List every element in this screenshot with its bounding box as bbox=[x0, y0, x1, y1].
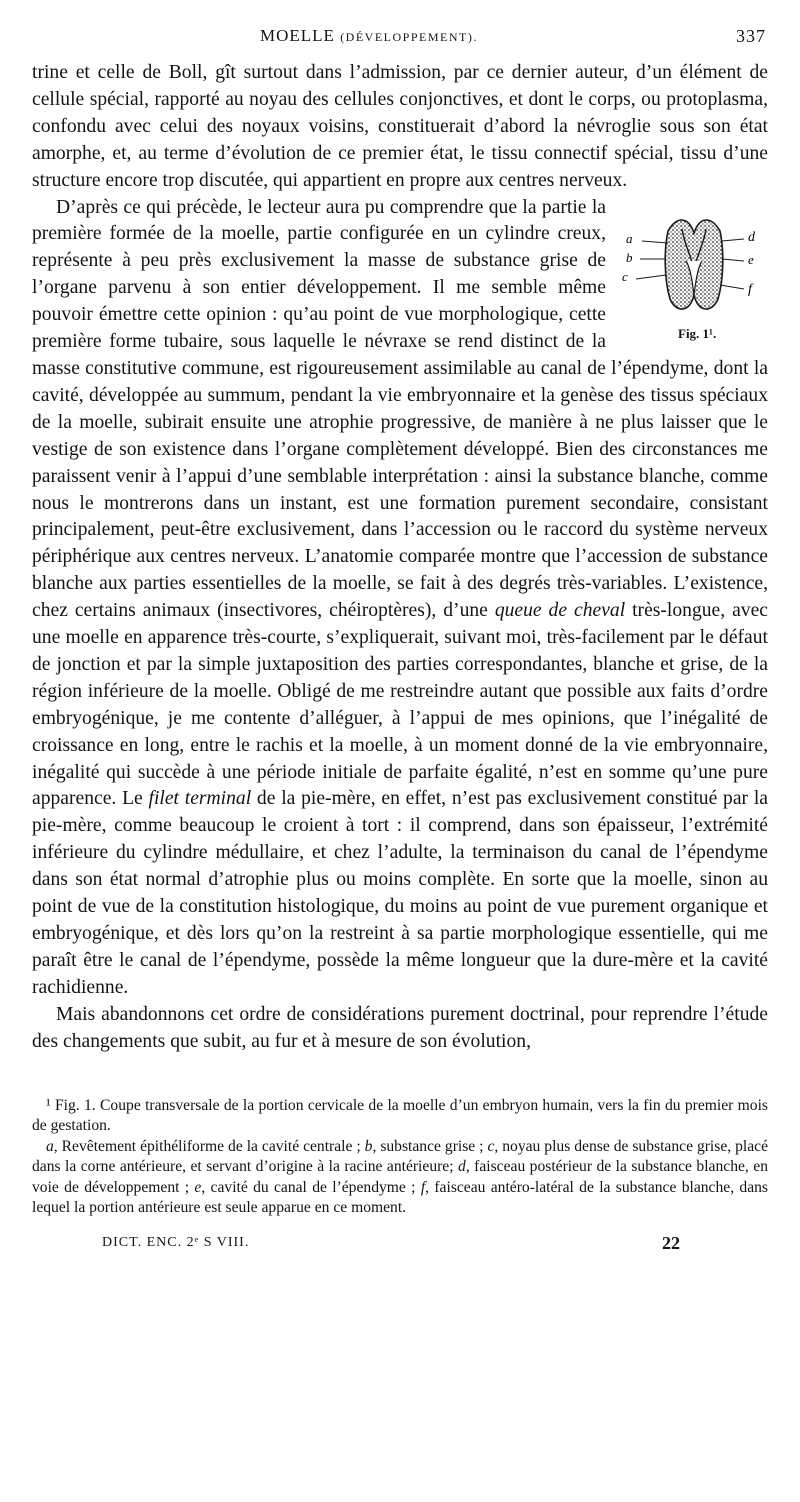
spinal-cord-section-illustration bbox=[620, 209, 768, 319]
running-title bbox=[260, 26, 478, 46]
fig-label-c: c bbox=[622, 268, 628, 284]
legend-letter-e: e bbox=[194, 1178, 202, 1196]
paragraph-1: trine et celle de Boll, gît surtout dans l’admission, par ce dernier auteur, d’un élément de cellule spécial, rapporté au noyau des cellules conjonctives, et dont le corps, ou protoplasma, confondu avec celui des noyaux voisins, constituerait d’abord la névroglie sous son état amorphe, et, au terme d’évolution de ce premier état, le tissu connectif spécial, tissu d’une structure encore trop discutée, qui appartient en propre aux centres nerveux. bbox=[32, 62, 768, 191]
fig-label-a: a bbox=[626, 230, 633, 246]
sheet-number: 22 bbox=[662, 1232, 680, 1253]
fig-label-f: f bbox=[748, 281, 752, 297]
paragraph-2-part-1: D’après ce qui précède, le lecteur aura pu comprendre que la partie la première formée de la moelle, partie configurée en un cylindre creux, représente à peu près exclusivement la masse de substance grise de l’organe parvenu à son entier développement. Il me semble même pouvoir émettre cette opinion : qu’au point de vue morphologique, cette première forme tubaire, sous laquelle le névraxe se rend distinct de la masse constitutive commune, est rigoureusement assimilable au canal de l’épendyme, dont la cavité, développée au summum, pendant la vie embryonnaire et la genèse des tissus spéciaux de la moelle, subirait ensuite une atrophie progressive, de manière à ne plus laisser que le vestige de son existence dans l’organe complètement développé. Bien des circonstances me paraissent venir à l’appui d’une semblable interprétation : ainsi la substance blanche, comme nous le montrerons dans un instant, est une formation purement secondaire, consistant principalement, peut-être exclusivement, dans l’accession ou le raccord du système nerveux périphérique aux centres nerveux. L’anatomie comparée montre que l’accession de substance blanche aux parties essentielles de la moelle, se fait à des degrés très-variables. L’existence, chez certains animaux (insectivores, chéiroptères), d’une bbox=[32, 196, 768, 622]
figure-caption: Fig. 1¹. bbox=[678, 325, 717, 341]
legend-text-b: , substance grise ; bbox=[372, 1137, 488, 1155]
footnote-legend bbox=[32, 1137, 768, 1219]
legend-letter-f: f bbox=[420, 1178, 426, 1196]
running-title-subtitle: (DÉVELOPPEMENT). bbox=[340, 30, 478, 44]
fig-label-d: d bbox=[748, 229, 755, 245]
fig-label-e: e bbox=[748, 251, 754, 267]
page-footer bbox=[32, 1232, 768, 1259]
fig-label-b: b bbox=[626, 249, 633, 265]
legend-text-f: , faisceau antéro-latéral de la substance blanche, dans lequel la portion antérieure est seule apparue en ce moment. bbox=[32, 1178, 768, 1217]
legend-text-c: , noyau plus dense de substance grise, placé dans la corne antérieure, et servant d’origine à la racine antérieure; bbox=[32, 1137, 768, 1176]
legend-letter-a: a bbox=[46, 1137, 54, 1155]
footnote-line-1: ¹ Fig. 1. Coupe transversale de la portion cervicale de la moelle d’un embryon humain, vers la fin du premier mois de gestation. bbox=[32, 1096, 768, 1135]
running-title-main: MOELLE bbox=[260, 26, 335, 45]
legend-letter-d: d bbox=[458, 1158, 466, 1176]
paragraph-2-part-2: très-longue, avec une moelle en apparence très-courte, s’expliquerait, suivant moi, très-facilement par le défaut de jonction et par la simple juxtaposition des parties correspondantes, blanche et grise, de la région inférieure de la moelle. Obligé de me restreindre autant que possible aux faits d’ordre embryogénique, je me contente d’alléguer, à l’appui de mes opinions, que l’inégalité de croissance en long, entre le rachis et la moelle, à un moment donné de la vie embryonnaire, inégalité qui succède à une période initiale de parfaite égalité, n’est en somme qu’une pure apparence. Le bbox=[32, 600, 768, 810]
paragraph-2-part-3: de la pie-mère, en effet, n’est pas exclusivement constitué par la pie-mère, comme beaucoup le croient à tort : il comprend, dans son épaisseur, l’extrémité inférieure du cylindre médullaire, et chez l’adulte, la terminaison du canal de l’épendyme dans son état normal d’atrophie plus ou moins complète. En sorte que la moelle, sinon au point de vue de la constitution histologique, du moins au point de vue purement organique et embryogénique, et dès lors qu’on la restreint à sa partie morphologique essentielle, qui me paraît être le canal de l’épendyme, possède la même longueur que la dure-mère et la cavité rachidienne. bbox=[32, 788, 768, 998]
paragraph-3: Mais abandonnons cet ordre de considérations purement doctrinal, pour reprendre l’étude des changements que subit, au fur et à mesure de son évolution, bbox=[32, 1003, 768, 1052]
legend-text-a: , Revêtement épithéliforme de la cavité centrale ; bbox=[53, 1137, 365, 1155]
legend-text-d: , faisceau postérieur de la substance blanche, en voie de développement ; bbox=[32, 1158, 768, 1196]
italic-queue-de-cheval: queue de cheval bbox=[494, 600, 626, 622]
page bbox=[32, 26, 768, 1259]
main-text bbox=[32, 60, 768, 1056]
running-header bbox=[32, 26, 768, 50]
legend-letter-b: b bbox=[364, 1137, 373, 1155]
legend-letter-c: c bbox=[487, 1137, 495, 1155]
legend-text-e: , cavité du canal de l’épendyme ; bbox=[201, 1178, 421, 1196]
page-number: 337 bbox=[736, 26, 766, 46]
signature-mark: DICT. ENC. 2ᵉ S VIII. bbox=[102, 1234, 250, 1250]
cord-outline bbox=[665, 220, 723, 309]
italic-filet-terminal: filet terminal bbox=[148, 788, 252, 810]
figure-1 bbox=[620, 209, 768, 349]
footnote bbox=[32, 1096, 768, 1219]
